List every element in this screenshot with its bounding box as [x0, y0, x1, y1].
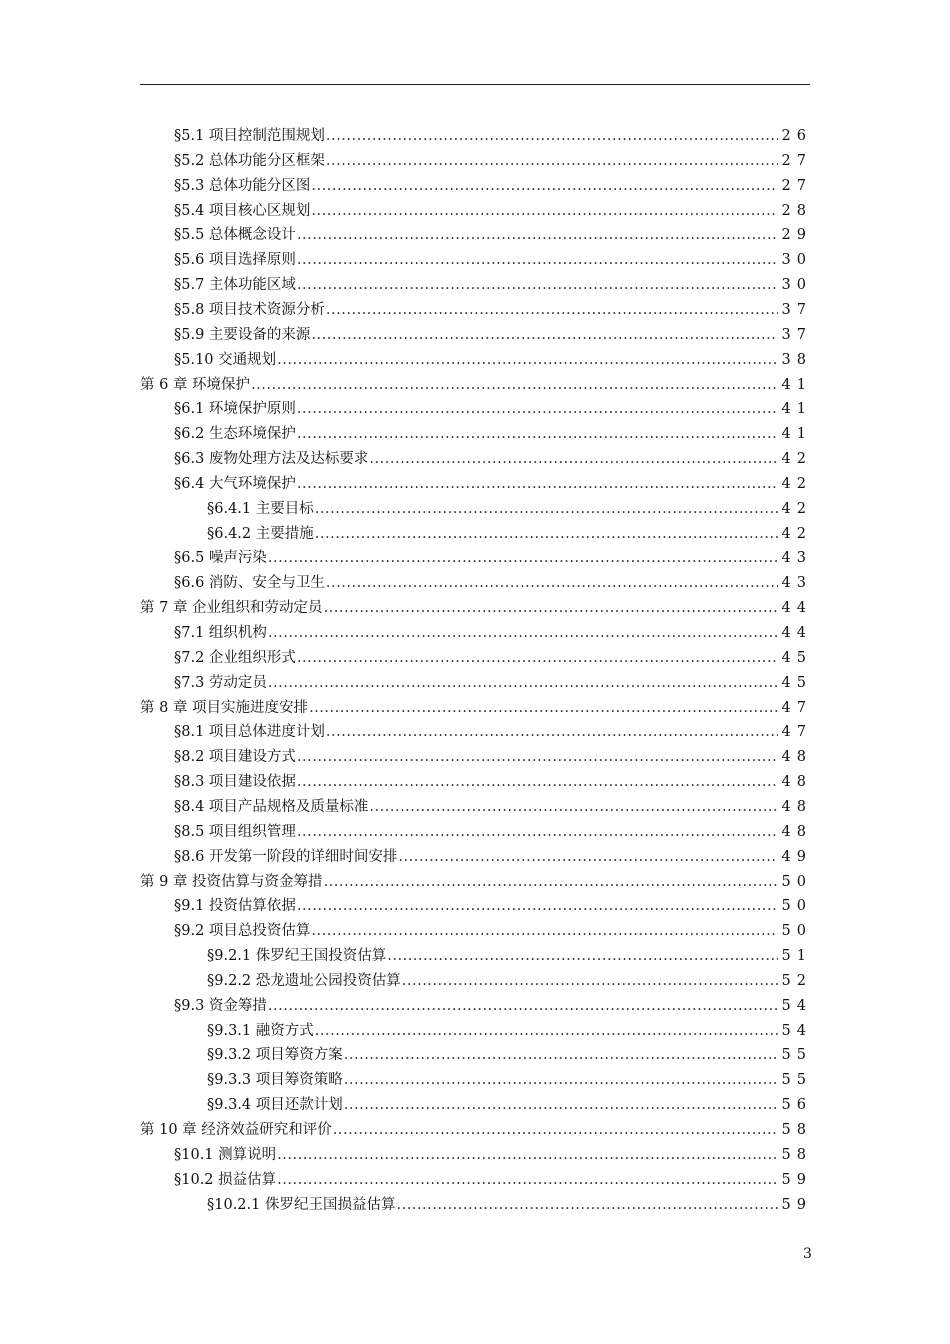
toc-entry[interactable] [207, 522, 812, 547]
toc-dot-leader [297, 745, 778, 770]
toc-dot-leader [311, 199, 777, 224]
toc-entry-title: §7.3 劳动定员 [174, 674, 267, 691]
toc-entry[interactable] [207, 1068, 812, 1093]
toc-entry-title: §7.2 企业组织形式 [174, 649, 296, 666]
toc-entry-page: 37 [781, 301, 812, 318]
toc-entry-title: §9.2.2 恐龙遗址公园投资估算 [207, 972, 401, 989]
toc-entry[interactable] [174, 646, 812, 671]
toc-dot-leader [324, 596, 778, 621]
toc-dot-leader [251, 373, 777, 398]
toc-entry-page: 41 [781, 426, 812, 443]
toc-entry-page: 55 [781, 1072, 812, 1089]
toc-entry-page: 49 [781, 848, 812, 865]
toc-entry-page: 55 [781, 1047, 812, 1064]
toc-entry-title: §5.5 总体概念设计 [174, 227, 296, 244]
toc-entry-title: §9.3.3 项目筹资策略 [207, 1072, 343, 1089]
toc-entry-title: §8.6 开发第一阶段的详细时间安排 [174, 848, 398, 865]
toc-entry[interactable] [174, 199, 812, 224]
toc-entry-page: 58 [781, 1146, 812, 1163]
toc-dot-leader [268, 994, 778, 1019]
toc-entry-page: 56 [781, 1097, 812, 1114]
toc-entry-title: §7.1 组织机构 [174, 625, 267, 641]
toc-entry-title: §6.6 消防、安全与卫生 [174, 575, 325, 592]
toc-entry-page: 50 [781, 923, 812, 940]
toc-entry-page: 41 [781, 376, 812, 393]
toc-entry[interactable] [207, 497, 812, 522]
toc-entry-page: 58 [781, 1122, 812, 1138]
toc-dot-leader [387, 944, 777, 969]
toc-entry[interactable] [174, 323, 812, 348]
toc-entry-title: §8.1 项目总体进度计划 [174, 724, 325, 741]
toc-entry[interactable] [140, 596, 812, 621]
toc-entry-page: 42 [781, 500, 812, 517]
toc-entry-title: §10.2.1 侏罗纪王国损益估算 [207, 1196, 396, 1213]
toc-entry[interactable] [174, 745, 812, 770]
toc-dot-leader [277, 1168, 777, 1193]
toc-dot-leader [315, 522, 778, 547]
toc-entry-page: 54 [781, 997, 812, 1014]
toc-entry-page: 28 [781, 202, 812, 219]
toc-entry[interactable] [174, 124, 812, 149]
toc-entry-page: 30 [781, 277, 812, 294]
toc-dot-leader [297, 646, 778, 671]
toc-entry[interactable] [207, 1019, 812, 1044]
toc-entry[interactable] [174, 273, 812, 298]
toc-entry[interactable] [140, 870, 812, 895]
toc-entry[interactable] [140, 1118, 812, 1143]
toc-entry[interactable] [174, 298, 812, 323]
toc-dot-leader [326, 720, 778, 745]
toc-entry-page: 47 [781, 724, 812, 741]
toc-entry-page: 48 [781, 774, 812, 791]
toc-entry[interactable] [174, 795, 812, 820]
toc-entry[interactable] [174, 447, 812, 472]
toc-dot-leader [326, 149, 778, 174]
toc-entry[interactable] [207, 969, 812, 994]
toc-entry-page: 45 [781, 649, 812, 666]
toc-entry-title: 第 8 章 项目实施进度安排 [140, 699, 309, 716]
toc-entry-title: §5.9 主要设备的来源 [174, 326, 311, 343]
toc-dot-leader [277, 1143, 777, 1168]
toc-entry[interactable] [174, 894, 812, 919]
toc-entry-page: 50 [781, 898, 812, 915]
toc-dot-leader [277, 348, 777, 373]
toc-entry-title: §9.2 项目总投资估算 [174, 923, 311, 940]
toc-entry-page: 38 [781, 351, 812, 368]
toc-entry-title: 第 9 章 投资估算与资金筹措 [140, 873, 323, 890]
toc-entry-title: §9.2.1 侏罗纪王国投资估算 [207, 948, 387, 965]
toc-dot-leader [333, 1118, 778, 1143]
toc-entry-page: 43 [781, 575, 812, 592]
toc-dot-leader [309, 696, 777, 721]
toc-entry[interactable] [174, 174, 812, 199]
toc-dot-leader [315, 497, 778, 522]
toc-entry-title: §5.1 项目控制范围规划 [174, 128, 325, 144]
toc-entry-title: §5.2 总体功能分区框架 [174, 152, 325, 169]
toc-entry[interactable] [174, 546, 812, 571]
toc-dot-leader [297, 273, 778, 298]
toc-dot-leader [297, 397, 778, 422]
toc-entry-title: §6.4.2 主要措施 [207, 525, 314, 542]
toc-entry-page: 29 [781, 227, 812, 244]
toc-dot-leader [297, 223, 778, 248]
toc-dot-leader [369, 795, 777, 820]
toc-entry-title: §8.3 项目建设依据 [174, 774, 296, 791]
toc-dot-leader [268, 621, 778, 646]
toc-dot-leader [396, 1193, 777, 1218]
toc-entry[interactable] [174, 397, 812, 422]
toc-entry[interactable] [174, 770, 812, 795]
toc-dot-leader [344, 1093, 778, 1118]
toc-entry-page: 45 [781, 674, 812, 691]
toc-entry-page: 27 [781, 177, 812, 194]
toc-entry[interactable] [140, 696, 812, 721]
toc-entry[interactable] [207, 1043, 812, 1068]
toc-entry[interactable] [174, 919, 812, 944]
toc-entry[interactable] [174, 621, 812, 646]
toc-dot-leader [324, 870, 778, 895]
toc-entry-page: 52 [781, 972, 812, 989]
toc-entry[interactable] [174, 348, 812, 373]
toc-entry-title: 第 10 章 经济效益研究和评价 [140, 1122, 332, 1138]
toc-entry-title: §9.1 投资估算依据 [174, 898, 296, 915]
page-number: 3 [803, 1246, 812, 1262]
toc-entry-page: 30 [781, 252, 812, 269]
toc-entry-page: 42 [781, 475, 812, 492]
toc-dot-leader [311, 323, 777, 348]
toc-entry-page: 47 [781, 699, 812, 716]
toc-entry-title: §8.5 项目组织管理 [174, 823, 296, 840]
toc-entry-page: 48 [781, 823, 812, 840]
toc-entry-title: §5.3 总体功能分区图 [174, 177, 311, 194]
toc-entry-page: 43 [781, 550, 812, 567]
toc-dot-leader [297, 472, 778, 497]
toc-entry-title: §8.2 项目建设方式 [174, 749, 296, 766]
toc-entry-title: §9.3.1 融资方式 [207, 1022, 314, 1039]
toc-entry[interactable] [174, 820, 812, 845]
toc-dot-leader [268, 546, 778, 571]
toc-entry[interactable] [174, 223, 812, 248]
toc-entry-title: §10.1 测算说明 [174, 1146, 277, 1163]
toc-entry-title: §5.10 交通规划 [174, 351, 277, 368]
toc-entry-title: 第 6 章 环境保护 [140, 376, 251, 393]
toc-entry-title: §10.2 损益估算 [174, 1171, 277, 1188]
toc-entry-page: 42 [781, 451, 812, 468]
toc-entry-title: §5.8 项目技术资源分析 [174, 301, 325, 318]
toc-entry-title: §6.3 废物处理方法及达标要求 [174, 451, 369, 468]
toc-entry[interactable] [174, 671, 812, 696]
toc-entry[interactable] [174, 720, 812, 745]
toc-entry-page: 48 [781, 798, 812, 815]
header-rule [140, 84, 810, 85]
toc-entry-page: 42 [781, 525, 812, 542]
toc-dot-leader [297, 422, 778, 447]
toc-dot-leader [344, 1068, 778, 1093]
toc-dot-leader [268, 671, 778, 696]
toc-entry-page: 44 [781, 625, 812, 641]
toc-entry[interactable] [174, 1168, 812, 1193]
toc-entry[interactable] [174, 1143, 812, 1168]
toc-dot-leader [297, 820, 778, 845]
toc-dot-leader [326, 298, 778, 323]
toc-dot-leader [311, 919, 777, 944]
toc-entry-title: §9.3.4 项目还款计划 [207, 1097, 343, 1114]
toc-entry-title: §9.3 资金筹措 [174, 997, 267, 1014]
toc-entry[interactable] [207, 944, 812, 969]
toc-entry-title: 第 7 章 企业组织和劳动定员 [140, 600, 323, 617]
toc-entry[interactable] [174, 571, 812, 596]
toc-dot-leader [315, 1019, 778, 1044]
toc-entry[interactable] [174, 994, 812, 1019]
toc-entry-title: §5.7 主体功能区域 [174, 277, 296, 294]
toc-entry-page: 50 [781, 873, 812, 890]
toc-entry-page: 37 [781, 326, 812, 343]
toc-dot-leader [311, 174, 777, 199]
toc-dot-leader [402, 969, 778, 994]
toc-entry-page: 27 [781, 152, 812, 169]
toc-entry-title: §5.4 项目核心区规划 [174, 202, 311, 219]
toc-dot-leader [297, 248, 778, 273]
toc-entry-page: 54 [781, 1022, 812, 1039]
toc-entry[interactable] [140, 373, 812, 398]
toc-entry-title: §6.2 生态环境保护 [174, 426, 296, 443]
toc-dot-leader [297, 894, 778, 919]
toc-entry-page: 44 [781, 600, 812, 617]
toc-entry[interactable] [174, 472, 812, 497]
toc-entry[interactable] [174, 845, 812, 870]
toc-entry-title: §5.6 项目选择原则 [174, 252, 296, 269]
toc-entry-page: 59 [781, 1196, 812, 1213]
toc-dot-leader [369, 447, 777, 472]
toc-dot-leader [326, 124, 778, 149]
toc-entry-title: §9.3.2 项目筹资方案 [207, 1047, 343, 1064]
toc-entry-page: 26 [781, 128, 812, 144]
toc-entry[interactable] [207, 1193, 812, 1218]
toc-entry-title: §6.5 噪声污染 [174, 550, 267, 567]
toc-entry[interactable] [207, 1093, 812, 1118]
toc-entry-title: §6.1 环境保护原则 [174, 401, 296, 418]
toc-entry[interactable] [174, 149, 812, 174]
toc-entry-title: §8.4 项目产品规格及质量标准 [174, 798, 369, 815]
toc-entry[interactable] [174, 422, 812, 447]
toc-entry-page: 59 [781, 1171, 812, 1188]
toc-dot-leader [344, 1043, 778, 1068]
toc-entry-page: 48 [781, 749, 812, 766]
toc-dot-leader [398, 845, 777, 870]
toc-entry-page: 51 [781, 948, 812, 965]
toc-entry-page: 41 [781, 401, 812, 418]
toc-entry-title: §6.4.1 主要目标 [207, 500, 314, 517]
toc-entry-title: §6.4 大气环境保护 [174, 475, 296, 492]
toc-dot-leader [326, 571, 778, 596]
toc-entry[interactable] [174, 248, 812, 273]
toc-dot-leader [297, 770, 778, 795]
